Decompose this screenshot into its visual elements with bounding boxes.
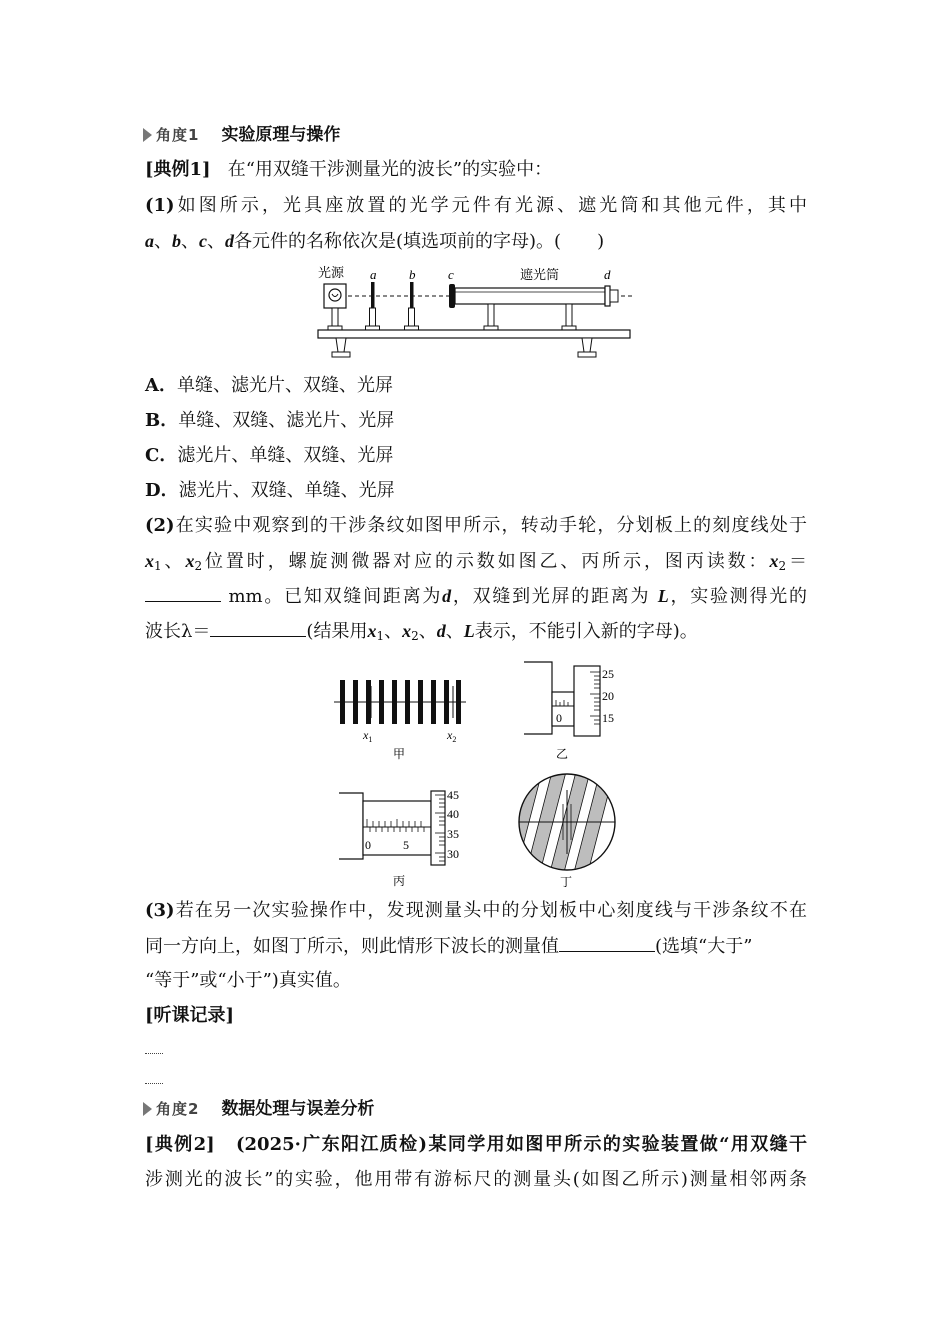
post <box>488 304 494 326</box>
sub: 2 <box>778 559 787 573</box>
sep: 、 <box>418 621 437 642</box>
light-source-label: 光源 <box>318 265 345 280</box>
question-text: mm。已知双缝间距离为 <box>228 586 443 607</box>
option-text: 单缝、滤光片、双缝、光屏 <box>176 375 393 396</box>
question3-line3 <box>145 968 807 994</box>
post <box>332 308 338 326</box>
element-b <box>410 282 414 308</box>
fringe <box>366 680 371 724</box>
x2-label: $x_2$ <box>447 728 457 744</box>
example-intro-text: 在“用双缝干涉测量光的波长”的实验中： <box>227 159 553 180</box>
var-c: c <box>199 231 207 251</box>
var-x: x <box>367 621 377 641</box>
question-text: 在实验中观察到的干涉条纹如图甲所示，转动手轮，分划板上的刻度线处于 <box>174 515 807 536</box>
sleeve-zero: 0 <box>556 711 562 725</box>
thimble-label: 30 <box>447 847 459 861</box>
option-b <box>145 408 807 434</box>
sub: 2 <box>194 559 203 573</box>
section-heading-1 <box>143 122 340 148</box>
question1-line1 <box>145 193 807 219</box>
question-text: 位置时，螺旋测微器对应的示数如图乙、丙所示，图丙读数： <box>202 551 770 572</box>
question-text: 各元件的名称依次是(填选项前的字母)。( ) <box>234 231 605 252</box>
label-c: c <box>448 267 454 282</box>
var-a: a <box>145 231 154 251</box>
bench-foot <box>578 352 596 357</box>
question1-line2 <box>145 228 807 255</box>
sleeve-label: 0 <box>365 838 371 852</box>
equals: ＝ <box>786 551 807 572</box>
option-text: 单缝、双缝、滤光片、光屏 <box>178 410 395 431</box>
post-foot <box>366 326 380 330</box>
bench-leg <box>336 338 346 352</box>
option-text: 滤光片、双缝、单缝、光屏 <box>178 480 395 501</box>
var-L: L <box>463 621 475 641</box>
example2-line2 <box>145 1167 807 1193</box>
sep: 、 <box>161 551 186 572</box>
question-text: ，双缝到光屏的距离为 <box>451 586 651 607</box>
fringe <box>379 680 384 724</box>
option-d <box>145 478 807 504</box>
question-text: (结果用 <box>306 621 368 642</box>
question-number: (3) <box>145 900 175 921</box>
figure-ding-tilted-fringes <box>514 770 624 892</box>
thimble-label: 20 <box>602 689 614 703</box>
example-tag: [典例1] <box>145 159 211 180</box>
fringe <box>392 680 397 724</box>
fringe <box>418 680 423 724</box>
question-number: (2) <box>145 515 175 536</box>
micrometer-frame <box>339 793 363 859</box>
section-badge: 角度1 <box>156 126 200 144</box>
answer-blank[interactable] <box>210 618 306 637</box>
note-line[interactable] <box>145 1083 163 1084</box>
sep: 、 <box>384 621 403 642</box>
sub: 1 <box>154 559 162 573</box>
post-foot <box>328 326 342 330</box>
question-text: “等于”或“小于”)真实值。 <box>145 970 351 991</box>
fringe <box>456 680 461 724</box>
note-line[interactable] <box>145 1053 163 1054</box>
figure-caption-bing: 丙 <box>393 874 406 888</box>
bench-rail <box>318 330 630 338</box>
notes-heading: [听课记录] <box>145 1005 235 1026</box>
optical-bench-figure <box>312 262 642 366</box>
eyepiece <box>610 290 618 302</box>
figure-caption-ding: 丁 <box>560 875 573 889</box>
thimble <box>431 791 445 865</box>
sub: 1 <box>376 629 385 643</box>
figure-caption-yi: 乙 <box>556 747 569 761</box>
var-b: b <box>172 231 181 251</box>
section-title: 数据处理与误差分析 <box>221 1099 375 1119</box>
thimble-label: 15 <box>602 711 614 725</box>
post <box>566 304 572 326</box>
var-d: d <box>436 621 446 641</box>
sep: 、 <box>154 231 172 252</box>
x1-label: $x_1$ <box>363 728 373 744</box>
figure-yi-micrometer <box>520 658 640 762</box>
answer-blank[interactable] <box>145 583 221 602</box>
thimble-label: 35 <box>447 827 459 841</box>
thimble <box>574 666 600 736</box>
micrometer-frame <box>524 662 552 734</box>
question-text: 同一方向上，如图丁所示，则此情形下波长的测量值 <box>145 936 559 957</box>
post <box>409 308 415 326</box>
figure-bing-micrometer <box>335 785 475 891</box>
element-d <box>605 286 610 306</box>
bench-foot <box>332 352 350 357</box>
var-d: d <box>442 586 452 606</box>
question-text: 表示，不能引入新的字母)。 <box>474 621 698 642</box>
light-tube <box>455 288 605 304</box>
question-text: 如图所示，光具座放置的光学元件有光源、遮光筒和其他元件，其中 <box>174 195 807 216</box>
section-badge: 角度2 <box>156 1100 200 1118</box>
label-b: b <box>409 267 416 282</box>
option-label: C． <box>145 445 178 466</box>
var-L: L <box>657 586 669 606</box>
fringe <box>431 680 436 724</box>
var-d: d <box>225 231 234 251</box>
question3-line2 <box>145 933 807 960</box>
thimble-label: 25 <box>602 667 614 681</box>
question2-line1 <box>145 513 807 539</box>
tilted-fringe-group <box>514 770 624 880</box>
thimble-label: 40 <box>447 807 459 821</box>
fringe <box>340 680 345 724</box>
element-a <box>371 282 375 308</box>
triangle-marker-icon <box>143 1102 152 1116</box>
figure-caption-jia: 甲 <box>393 747 406 761</box>
post-foot <box>484 326 498 330</box>
question-text: (选填“大于” <box>655 936 753 957</box>
example2-line1 <box>145 1132 807 1158</box>
var-x: x <box>185 551 195 571</box>
example-tag: [典例2] <box>145 1134 215 1155</box>
bench-leg <box>582 338 592 352</box>
question-number: (1) <box>145 195 175 216</box>
figure-jia-fringes <box>330 672 470 764</box>
post <box>370 308 376 326</box>
post-foot <box>562 326 576 330</box>
var-x: x <box>769 551 779 571</box>
example1-intro <box>145 157 807 183</box>
post-foot <box>405 326 419 330</box>
option-label: D． <box>145 480 179 501</box>
question3-line1 <box>145 898 807 924</box>
option-label: B． <box>145 410 179 431</box>
fringe <box>353 680 358 724</box>
option-label: A． <box>145 375 177 396</box>
question-text: ，实验测得光的 <box>668 586 807 607</box>
sleeve-label: 5 <box>403 838 409 852</box>
question-text: 波长λ＝ <box>145 621 211 642</box>
triangle-marker-icon <box>143 128 152 142</box>
question2-line3 <box>145 583 807 610</box>
sep: 、 <box>181 231 199 252</box>
question-text: 若在另一次实验操作中，发现测量头中的分划板中心刻度线与干涉条纹不在 <box>174 900 807 921</box>
tube-label: 遮光筒 <box>520 267 560 282</box>
label-d: d <box>604 267 611 282</box>
thimble-label: 45 <box>447 788 459 802</box>
section-title: 实验原理与操作 <box>221 125 341 145</box>
fringe <box>405 680 410 724</box>
option-text: 滤光片、单缝、双缝、光屏 <box>177 445 394 466</box>
example-text: (2025·广东阳江质检)某同学用如图甲所示的实验装置做“用双缝干 <box>236 1134 808 1155</box>
element-c <box>449 284 455 308</box>
section-heading-2 <box>143 1096 374 1122</box>
var-x: x <box>402 621 412 641</box>
sub: 2 <box>411 629 419 643</box>
option-a <box>145 373 807 399</box>
sleeve <box>363 801 431 855</box>
question2-line2 <box>145 548 807 579</box>
fringe <box>444 680 449 724</box>
sep: 、 <box>207 231 225 252</box>
option-c <box>145 443 807 469</box>
var-x: x <box>145 551 154 571</box>
label-a: a <box>370 267 377 282</box>
example-text: 涉测光的波长”的实验，他用带有游标尺的测量头(如图乙所示)测量相邻两条 <box>145 1169 807 1190</box>
question2-line4 <box>145 618 807 649</box>
answer-blank[interactable] <box>559 933 655 952</box>
sep: 、 <box>445 621 464 642</box>
